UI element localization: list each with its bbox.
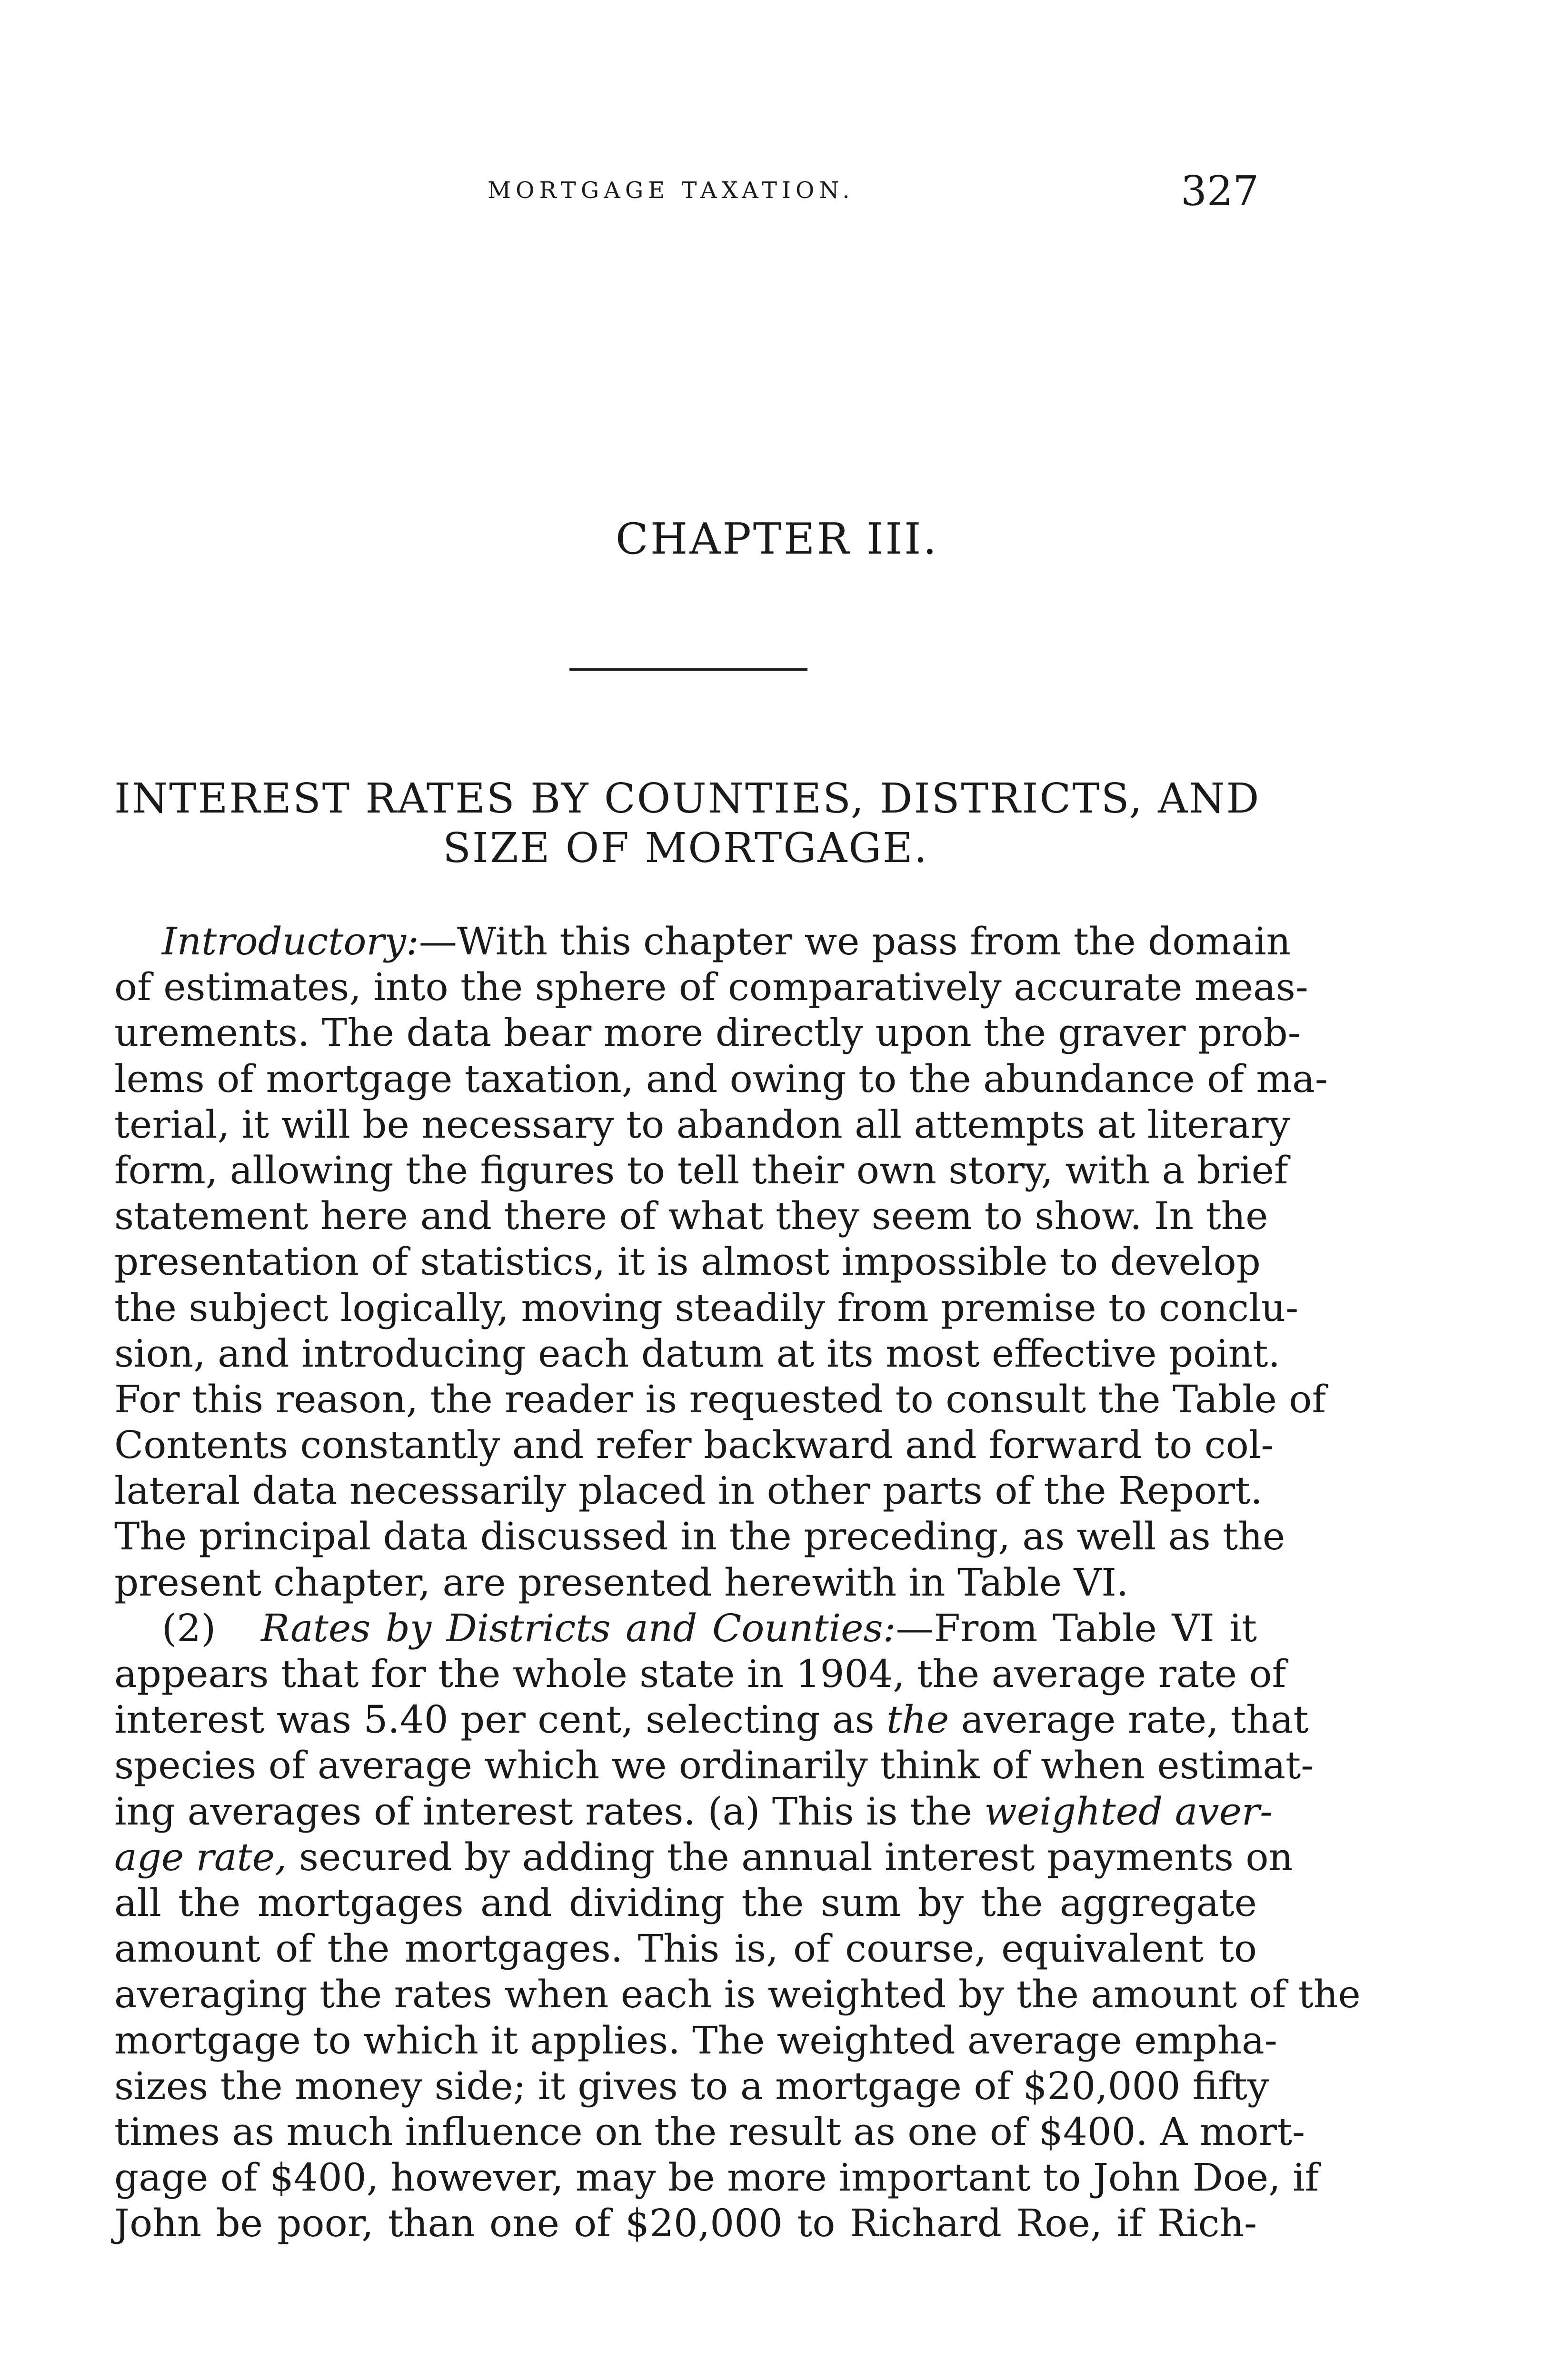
page-number: 327: [1181, 168, 1259, 215]
section-title-line: INTEREST RATES BY COUNTIES, DISTRICTS, AND: [114, 775, 1261, 823]
text-line: The principal data discussed in the preceding, as well as the: [114, 1514, 1285, 1559]
text-line: Contents constantly and refer backward and forward to col-: [114, 1423, 1274, 1468]
paragraph-label: Rates by Districts and Counties:: [260, 1606, 896, 1650]
divider-rule: [569, 668, 807, 671]
text-line: sizes the money side; it gives to a mortgage of $20,000 fifty: [114, 2063, 1269, 2108]
text-line: terial, it will be necessary to abandon all attempts at literary: [114, 1102, 1290, 1147]
paragraph-number: (2): [162, 1606, 216, 1650]
text-line: [114, 919, 1291, 964]
text-span: interest was 5.40 per cent, selecting as: [114, 1697, 887, 1742]
text-line: [114, 1606, 1257, 1651]
text-line: the subject logically, moving steadily from premise to conclu-: [114, 1285, 1299, 1330]
text-line: John be poor, than one of $20,000 to Richard Roe, if Rich-: [114, 2201, 1257, 2246]
section-title: [114, 774, 1261, 873]
text-span: —From Table VI it: [896, 1606, 1257, 1650]
text-line: urements. The data bear more directly upon the graver prob-: [114, 1011, 1301, 1055]
chapter-title: CHAPTER III.: [615, 514, 939, 564]
text-line: lems of mortgage taxation, and owing to the abundance of ma-: [114, 1056, 1328, 1101]
section-title-line: SIZE OF MORTGAGE.: [442, 824, 929, 872]
text-line: appears that for the whole state in 1904, the average rate of: [114, 1652, 1286, 1696]
text-line: of estimates, into the sphere of comparatively accurate meas-: [114, 965, 1308, 1010]
text-line: lateral data necessarily placed in other parts of the Report.: [114, 1468, 1263, 1513]
text-line: [114, 1697, 1309, 1743]
text-line: mortgage to which it applies. The weighted average empha-: [114, 2018, 1277, 2063]
emphasis: weighted aver-: [984, 1789, 1273, 1834]
text-line: present chapter, are presented herewith in Table VI.: [114, 1560, 1129, 1605]
text-line: presentation of statistics, it is almost impossible to develop: [114, 1240, 1261, 1284]
text-line: all the mortgages and dividing the sum by the aggregate: [114, 1880, 1257, 1925]
body-text: [114, 919, 1361, 2246]
emphasis: the: [887, 1697, 949, 1742]
paragraph-label: Introductory:: [162, 919, 419, 963]
emphasis: age rate,: [114, 1835, 287, 1879]
running-head: MORTGAGE TAXATION.: [488, 177, 855, 204]
text-span: ing averages of interest rates. (a) This is the: [114, 1789, 985, 1834]
text-line: times as much influence on the result as one of $400. A mort-: [114, 2109, 1305, 2154]
text-span: secured by adding the annual interest payments on: [287, 1835, 1294, 1879]
text-line: [114, 1789, 1273, 1835]
text-line: averaging the rates when each is weighted by the amount of the: [114, 1972, 1361, 2017]
text-line: gage of $400, however, may be more important to John Doe, if: [114, 2155, 1319, 2200]
text-span: average rate, that: [949, 1697, 1309, 1742]
text-line: [114, 1835, 1294, 1880]
text-line: statement here and there of what they seem to show. In the: [114, 1194, 1268, 1239]
text-line: form, allowing the figures to tell their own story, with a brief: [114, 1148, 1288, 1192]
text-line: sion, and introducing each datum at its most effective point.: [114, 1331, 1280, 1376]
text-span: —With this chapter we pass from the domain: [418, 919, 1291, 963]
text-line: For this reason, the reader is requested to consult the Table of: [114, 1377, 1326, 1421]
text-line: amount of the mortgages. This is, of course, equivalent to: [114, 1926, 1257, 1971]
text-line: species of average which we ordinarily think of when estimat-: [114, 1743, 1314, 1788]
